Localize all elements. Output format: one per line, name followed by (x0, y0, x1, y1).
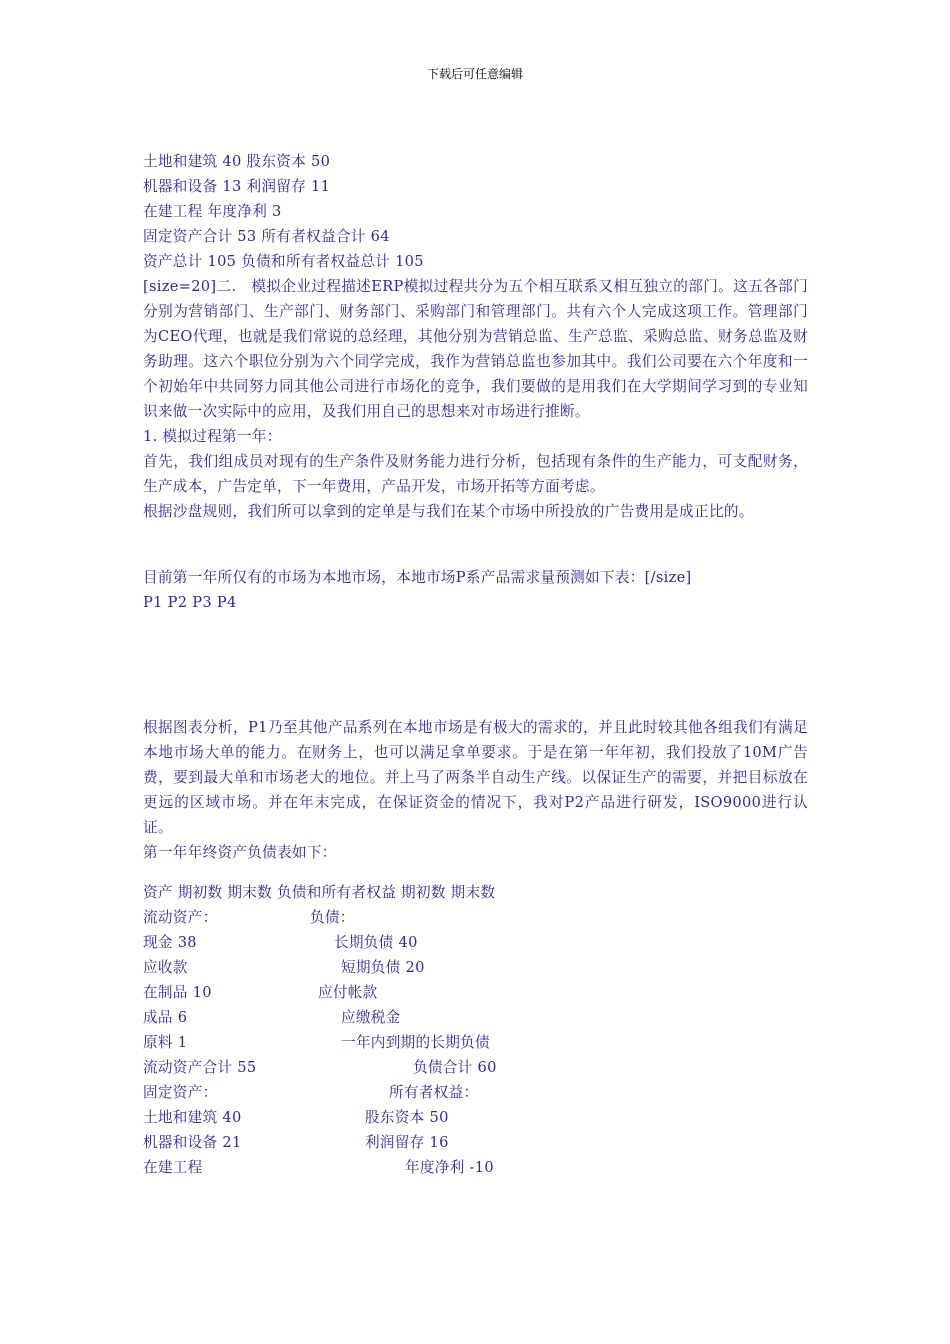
balance-row-left: 在制品 10 (143, 984, 212, 1001)
balance-row-right: 长期负债 40 (334, 934, 418, 951)
balance-row (143, 1155, 808, 1180)
balance-row-left: 流动资产合计 55 (143, 1059, 257, 1076)
balance-row-left: 流动资产： (143, 909, 218, 926)
document-body (143, 149, 808, 1180)
balance-row (143, 1005, 808, 1030)
balance-row-left: 应收款 (143, 959, 188, 976)
paragraph-chart-analysis: 根据图表分析，P1乃至其他产品系列在本地市场是有极大的需求的，并且此时较其他各组我们有满足本地市场大单的能力。在财务上，也可以满足拿单要求。于是在第一年年初，我们投放了10M广告费，要到最大单和市场老大的地位。并上马了两条半自动生产线。以保证生产的需要，并把目标放在更远的区域市场。并在年末完成，在保证资金的情况下，我对P2产品进行研发，ISO9000进行认证。 (143, 719, 808, 836)
intro-line: 在建工程 年度净利 3 (143, 203, 282, 220)
balance-row (143, 1055, 808, 1080)
balance-row (143, 955, 808, 980)
balance-row-right: 应缴税金 (341, 1009, 401, 1026)
balance-row-right: 股东资本 50 (365, 1109, 449, 1126)
balance-row (143, 1130, 808, 1155)
balance-row-left: 现金 38 (143, 934, 197, 951)
page-header: 下载后可任意编辑 (426, 67, 523, 81)
section-title-year-one: 1. 模拟过程第一年： (143, 428, 282, 445)
intro-line: 机器和设备 13 利润留存 11 (143, 178, 331, 195)
balance-row-left: 机器和设备 21 (143, 1134, 242, 1151)
intro-line: 固定资产合计 53 所有者权益合计 64 (143, 228, 390, 245)
balance-row-right: 年度净利 -10 (405, 1159, 494, 1176)
balance-row-right: 负债合计 60 (413, 1059, 497, 1076)
intro-line: 土地和建筑 40 股东资本 50 (143, 153, 331, 170)
balance-row-right: 所有者权益： (389, 1084, 479, 1101)
balance-row-left: 固定资产： (143, 1084, 218, 1101)
balance-row-left: 成品 6 (143, 1009, 188, 1026)
balance-row-right: 负债： (310, 909, 355, 926)
paragraph-market-forecast: 目前第一年所仅有的市场为本地市场，本地市场P系产品需求量预测如下表：[/size] (143, 569, 692, 586)
balance-row-right: 利润留存 16 (365, 1134, 449, 1151)
balance-row (143, 1080, 808, 1105)
balance-row (143, 905, 808, 930)
balance-row-left: 在建工程 (143, 1159, 203, 1176)
balance-row (143, 980, 808, 1005)
balance-row-right: 一年内到期的长期负债 (341, 1034, 490, 1051)
balance-sheet-title: 第一年年终资产负债表如下： (143, 844, 337, 861)
balance-row (143, 1030, 808, 1055)
paragraph-process-description: [size=20]二. 模拟企业过程描述ERP模拟过程共分为五个相互联系又相互独立的部门。这五各部门分别为营销部门、生产部门、财务部门、采购部门和管理部门。共有六个人完成这项工作。管理部门为CEO代理，也就是我们常说的总经理，其他分别为营销总监、生产总监、采购总监、财务总监及财务助理。这六个职位分别为六个同学完成，我作为营销总监也参加其中。我们公司要在六个年度和一个初始年中共同努力同其他公司进行市场化的竞争，我们要做的是用我们在大学期间学习到的专业知识来做一次实际中的应用，及我们用自己的思想来对市场进行推断。 (143, 278, 808, 420)
balance-row-left: 原料 1 (143, 1034, 188, 1051)
balance-row (143, 1105, 808, 1130)
products-line: P1 P2 P3 P4 (143, 594, 237, 611)
balance-sheet-header: 资产 期初数 期末数 负债和所有者权益 期初数 期末数 (143, 884, 496, 901)
balance-row (143, 930, 808, 955)
intro-line: 资产总计 105 负债和所有者权益总计 105 (143, 253, 424, 270)
balance-row-right: 短期负债 20 (341, 959, 425, 976)
balance-row-right: 应付帐款 (318, 984, 378, 1001)
paragraph-rules: 根据沙盘规则，我们所可以拿到的定单是与我们在某个市场中所投放的广告费用是成正比的。 (143, 503, 754, 520)
balance-row-left: 土地和建筑 40 (143, 1109, 242, 1126)
paragraph-analysis: 首先，我们组成员对现有的生产条件及财务能力进行分析，包括现有条件的生产能力，可支配财务，生产成本，广告定单，下一年费用，产品开发，市场开拓等方面考虑。 (143, 453, 808, 495)
